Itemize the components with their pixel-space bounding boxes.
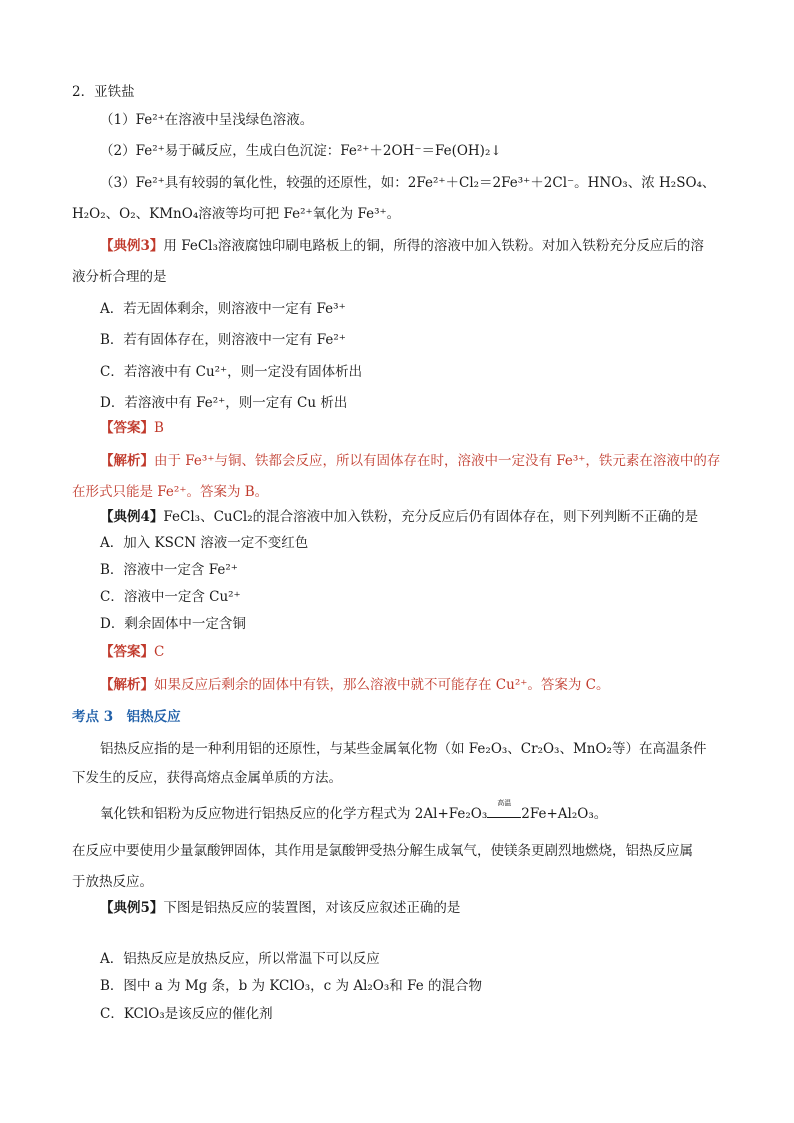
section-title-ferrous-salt: 2．亚铁盐	[72, 84, 135, 100]
thermite-intro-line-2: 下发生的反应，获得高熔点金属单质的方法。	[72, 770, 342, 786]
example-3-analysis-line-2: 在形式只能是 Fe²⁺。答案为 B。	[72, 484, 269, 500]
thermite-kclo3-line-2: 于放热反应。	[72, 874, 153, 890]
example-3-tag: 【典例3】	[100, 238, 164, 254]
reaction-condition-arrow	[487, 799, 521, 818]
answer-tag: 【答案】	[100, 420, 154, 436]
ferrous-point-1: （1）Fe²⁺在溶液中呈浅绿色溶液。	[100, 112, 314, 128]
example-4-option-b: B．溶液中一定含 Fe²⁺	[100, 562, 238, 578]
analysis-text: 如果反应后剩余的固体中有铁，那么溶液中就不可能存在 Cu²⁺。答案为 C。	[154, 677, 610, 693]
example-3-question-text: 用 FeCl₃溶液腐蚀印刷电路板上的铜，所得的溶液中加入铁粉。对加入铁粉充分反应后的溶	[163, 238, 704, 254]
analysis-tag: 【解析】	[100, 453, 154, 469]
ferrous-point-3-line-2: H₂O₂、O₂、KMnO₄溶液等均可把 Fe²⁺氧化为 Fe³⁺。	[72, 206, 401, 222]
example-5-question-text: 下图是铝热反应的装置图，对该反应叙述正确的是	[163, 900, 461, 916]
example-4-question	[100, 507, 698, 527]
example-4-answer	[100, 642, 164, 662]
ferrous-point-3-line-1: （3）Fe²⁺具有较弱的氧化性，较强的还原性，如：2Fe²⁺＋Cl₂＝2Fe³⁺＋2Cl⁻。HNO₃、浓 H₂SO₄、	[100, 175, 716, 191]
example-3-question-line-1	[100, 236, 704, 256]
answer-tag: 【答案】	[100, 644, 154, 660]
example-3-question-line-2: 液分析合理的是	[72, 269, 167, 285]
example-4-option-c: C．溶液中一定含 Cu²⁺	[100, 589, 241, 605]
example-3-analysis-line-1	[100, 451, 720, 471]
example-4-analysis	[100, 675, 609, 695]
reaction-equals-bar	[487, 817, 521, 818]
example-3-option-b: B．若有固体存在，则溶液中一定有 Fe²⁺	[100, 332, 346, 348]
example-5-option-b: B．图中 a 为 Mg 条，b 为 KClO₃，c 为 Al₂O₃和 Fe 的混合物	[100, 978, 482, 994]
example-5-question	[100, 898, 460, 918]
equation-prefix: 氧化铁和铝粉为反应物进行铝热反应的化学方程式为 2Al+Fe₂O₃	[100, 806, 488, 822]
example-4-question-text: FeCl₃、CuCl₂的混合溶液中加入铁粉，充分反应后仍有固体存在，则下列判断不正确的是	[163, 509, 699, 525]
analysis-tag: 【解析】	[100, 677, 154, 693]
example-5-option-c: C．KClO₃是该反应的催化剂	[100, 1006, 273, 1022]
ferrous-point-2: （2）Fe²⁺易于碱反应，生成白色沉淀：Fe²⁺＋2OH⁻＝Fe(OH)₂↓	[100, 143, 502, 159]
example-5-tag: 【典例5】	[100, 900, 164, 916]
thermite-equation-line	[100, 799, 608, 824]
example-3-option-c: C．若溶液中有 Cu²⁺，则一定没有固体析出	[100, 364, 363, 380]
answer-value: C	[154, 644, 165, 660]
thermite-kclo3-line-1: 在反应中要使用少量氯酸钾固体，其作用是氯酸钾受热分解生成氧气，使镁条更剧烈地燃烧，铝热反应属	[72, 843, 693, 859]
example-5-option-a: A．铝热反应是放热反应，所以常温下可以反应	[100, 951, 380, 967]
reaction-condition-label: 高温	[497, 799, 512, 807]
example-4-option-d: D．剩余固体中一定含铜	[100, 616, 246, 632]
example-3-option-a: A．若无固体剩余，则溶液中一定有 Fe³⁺	[100, 301, 346, 317]
analysis-text: 由于 Fe³⁺与铜、铁都会反应，所以有固体存在时，溶液中一定没有 Fe³⁺，铁元素在溶液中的存	[154, 453, 721, 469]
thermite-intro-line-1: 铝热反应指的是一种利用铝的还原性，与某些金属氧化物（如 Fe₂O₃、Cr₂O₃、MnO₂等）在高温条件	[100, 741, 707, 757]
section-title-thermite: 考点 3 铝热反应	[72, 709, 181, 725]
example-3-answer	[100, 418, 164, 438]
equation-suffix: 2Fe+Al₂O₃。	[521, 806, 608, 822]
example-4-tag: 【典例4】	[100, 509, 164, 525]
example-3-option-d: D．若溶液中有 Fe²⁺，则一定有 Cu 析出	[100, 395, 348, 411]
answer-value: B	[154, 420, 164, 436]
example-4-option-a: A．加入 KSCN 溶液一定不变红色	[100, 535, 309, 551]
